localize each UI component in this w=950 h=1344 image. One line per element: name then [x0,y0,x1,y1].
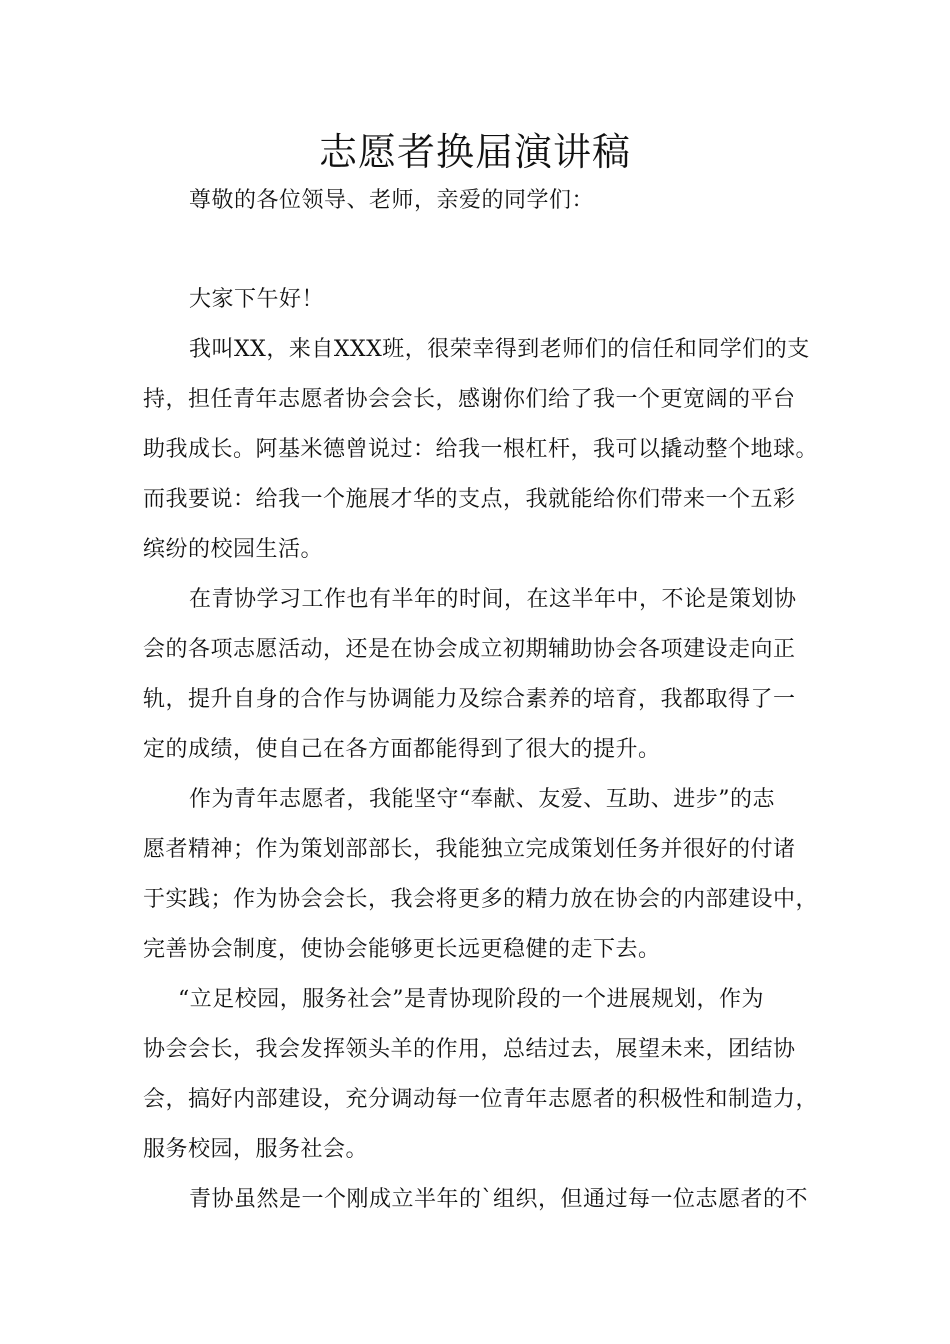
paragraph-line: 愿者精神；作为策划部部长，我能独立完成策划任务并很好的付诸 [143,837,796,862]
paragraph-line: 会，搞好内部建设，充分调动每一位青年志愿者的积极性和制造力， [143,1087,819,1112]
paragraph-line: 作为青年志愿者，我能坚守“奉献、友爱、互助、进步”的志 [189,787,775,812]
paragraph-line: 会的各项志愿活动，还是在协会成立初期辅助协会各项建设走向正 [143,637,796,662]
paragraph-line: 缤纷的校园生活。 [143,537,324,562]
document-title: 志愿者换届演讲稿 [318,130,631,174]
paragraph-line: 我叫XX，来自XXX班，很荣幸得到老师们的信任和同学们的支 [189,337,810,362]
paragraph-line: 定的成绩，使自己在各方面都能得到了很大的提升。 [143,737,661,762]
paragraph-line: 完善协会制度，使协会能够更长远更稳健的走下去。 [143,937,661,962]
paragraph-line: 于实践；作为协会会长，我会将更多的精力放在协会的内部建设中， [143,887,819,912]
paragraph-line: 在青协学习工作也有半年的时间，在这半年中，不论是策划协 [189,587,797,612]
paragraph-line: “立足校园，服务社会”是青协现阶段的一个进展规划，作为 [178,987,764,1012]
salutation: 尊敬的各位领导、老师，亲爱的同学们： [189,188,595,213]
paragraph-line: 协会会长，我会发挥领头羊的作用，总结过去，展望未来，团结协 [143,1037,796,1062]
paragraph-line: 服务校园，服务社会。 [143,1137,369,1162]
greeting: 大家下午好！ [189,287,325,312]
paragraph-line: 轨，提升自身的合作与协调能力及综合素养的培育，我都取得了一 [143,687,796,712]
paragraph-line: 而我要说：给我一个施展才华的支点，我就能给你们带来一个五彩 [143,487,796,512]
paragraph-line: 助我成长。阿基米德曾说过：给我一根杠杆，我可以撬动整个地球。 [143,437,819,462]
paragraph-line: 持，担任青年志愿者协会会长，感谢你们给了我一个更宽阔的平台 [143,387,796,412]
paragraph-line: 青协虽然是一个刚成立半年的`组织，但通过每一位志愿者的不 [189,1187,809,1212]
